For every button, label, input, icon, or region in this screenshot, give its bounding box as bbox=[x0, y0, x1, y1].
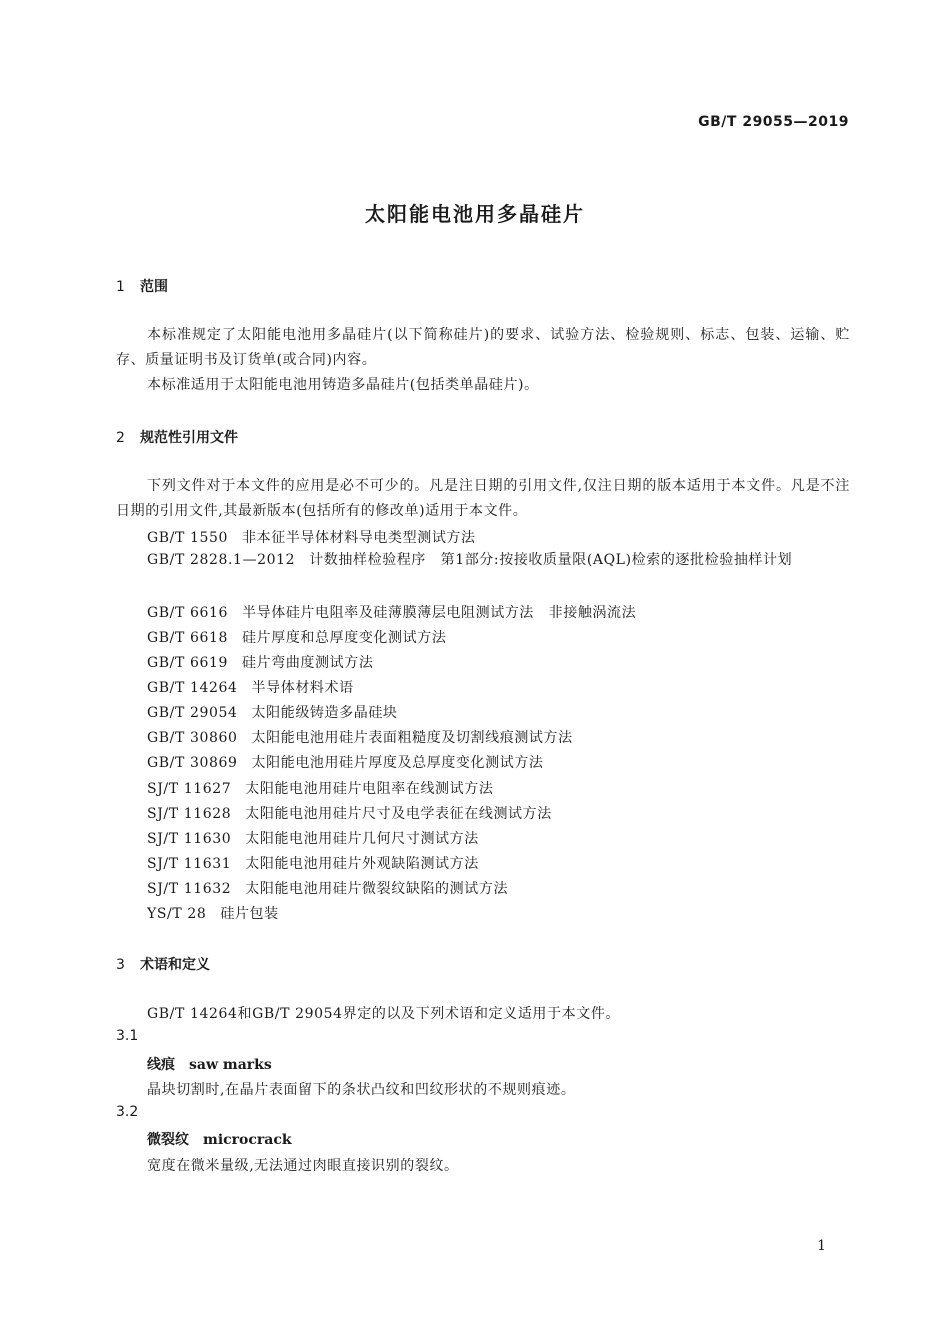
term-zh: 线痕 bbox=[147, 1057, 175, 1073]
reference-code: GB/T 29054 bbox=[147, 705, 238, 721]
section-1-heading bbox=[116, 276, 168, 296]
reference-title: 太阳能电池用硅片尺寸及电学表征在线测试方法 bbox=[245, 806, 552, 822]
reference-code: GB/T 6619 bbox=[147, 655, 229, 671]
reference-title: 太阳能电池用硅片外观缺陷测试方法 bbox=[245, 856, 479, 872]
reference-code: SJ/T 11631 bbox=[147, 856, 232, 872]
reference-title: 太阳能电池用硅片表面粗糙度及切割线痕测试方法 bbox=[251, 730, 573, 746]
section-number: 2 bbox=[116, 430, 125, 446]
term-number: 3.2 bbox=[116, 1104, 139, 1120]
reference-title: 硅片弯曲度测试方法 bbox=[242, 655, 374, 671]
reference-title: 非本征半导体材料导电类型测试方法 bbox=[242, 530, 476, 546]
term-heading bbox=[147, 1054, 272, 1074]
term-number: 3.1 bbox=[116, 1028, 139, 1044]
reference-code: GB/T 14264 bbox=[147, 680, 238, 696]
references-intro: 下列文件对于本文件的应用是必不可少的。凡是注日期的引用文件,仅注日期的版本适用于本文件。凡是不注日期的引用文件,其最新版本(包括所有的修改单)适用于本文件。 bbox=[116, 478, 850, 519]
reference-code: GB/T 2828.1—2012 bbox=[147, 552, 296, 568]
scope-paragraph: 本标准适用于太阳能电池用铸造多晶硅片(包括类单晶硅片)。 bbox=[147, 377, 539, 393]
scope-paragraph: 本标准规定了太阳能电池用多晶硅片(以下简称硅片)的要求、试验方法、检验规则、标志、包装、运输、贮存、质量证明书及订货单(或合同)内容。 bbox=[116, 327, 850, 368]
term-definition: 宽度在微米量级,无法通过肉眼直接识别的裂纹。 bbox=[147, 1158, 459, 1174]
reference-title: 硅片包装 bbox=[220, 906, 279, 922]
reference-item bbox=[147, 778, 493, 798]
reference-code: SJ/T 11630 bbox=[147, 831, 232, 847]
reference-item bbox=[147, 627, 446, 647]
terms-intro: GB/T 14264和GB/T 29054界定的以及下列术语和定义适用于本文件。 bbox=[147, 1006, 621, 1022]
reference-item bbox=[147, 903, 279, 923]
reference-code: GB/T 1550 bbox=[147, 530, 229, 546]
section-number: 3 bbox=[116, 957, 125, 973]
reference-item bbox=[147, 527, 476, 547]
reference-item bbox=[147, 803, 552, 823]
reference-item bbox=[147, 752, 544, 772]
reference-code: GB/T 30869 bbox=[147, 755, 238, 771]
reference-code: GB/T 6618 bbox=[147, 630, 229, 646]
document-title: 太阳能电池用多晶硅片 bbox=[365, 202, 585, 226]
reference-item bbox=[147, 602, 636, 622]
reference-title: 太阳能电池用硅片厚度及总厚度变化测试方法 bbox=[251, 755, 544, 771]
reference-title: 太阳能级铸造多晶硅块 bbox=[251, 705, 398, 721]
reference-title: 计数抽样检验程序 第1部分:按接收质量限(AQL)检索的逐批检验抽样计划 bbox=[309, 552, 793, 568]
term-en: microcrack bbox=[203, 1132, 292, 1148]
reference-title: 硅片厚度和总厚度变化测试方法 bbox=[242, 630, 447, 646]
section-2-heading bbox=[116, 427, 238, 447]
reference-item bbox=[147, 652, 373, 672]
reference-title: 半导体材料术语 bbox=[251, 680, 354, 696]
reference-item bbox=[116, 548, 850, 573]
page-number: 1 bbox=[817, 1238, 826, 1254]
term-definition: 晶块切割时,在晶片表面留下的条状凸纹和凹纹形状的不规则痕迹。 bbox=[147, 1082, 576, 1098]
section-title: 术语和定义 bbox=[140, 957, 210, 973]
reference-item bbox=[147, 702, 398, 722]
reference-code: SJ/T 11632 bbox=[147, 881, 232, 897]
term-en: saw marks bbox=[189, 1057, 272, 1073]
reference-item bbox=[147, 853, 479, 873]
reference-item bbox=[147, 878, 508, 898]
section-title: 规范性引用文件 bbox=[140, 430, 238, 446]
reference-title: 半导体硅片电阻率及硅薄膜薄层电阻测试方法 非接触涡流法 bbox=[242, 605, 637, 621]
section-number: 1 bbox=[116, 279, 125, 295]
reference-title: 太阳能电池用硅片几何尺寸测试方法 bbox=[245, 831, 479, 847]
reference-item bbox=[147, 828, 479, 848]
reference-code: YS/T 28 bbox=[147, 906, 207, 922]
standard-code: GB/T 29055—2019 bbox=[698, 114, 849, 130]
reference-code: SJ/T 11627 bbox=[147, 781, 232, 797]
reference-item bbox=[147, 677, 354, 697]
reference-code: SJ/T 11628 bbox=[147, 806, 232, 822]
section-title: 范围 bbox=[140, 279, 168, 295]
reference-code: GB/T 6616 bbox=[147, 605, 229, 621]
reference-code: GB/T 30860 bbox=[147, 730, 238, 746]
reference-title: 太阳能电池用硅片电阻率在线测试方法 bbox=[245, 781, 494, 797]
section-3-heading bbox=[116, 954, 210, 974]
term-zh: 微裂纹 bbox=[147, 1132, 189, 1148]
term-heading bbox=[147, 1129, 292, 1149]
reference-title: 太阳能电池用硅片微裂纹缺陷的测试方法 bbox=[245, 881, 509, 897]
reference-item bbox=[147, 727, 573, 747]
